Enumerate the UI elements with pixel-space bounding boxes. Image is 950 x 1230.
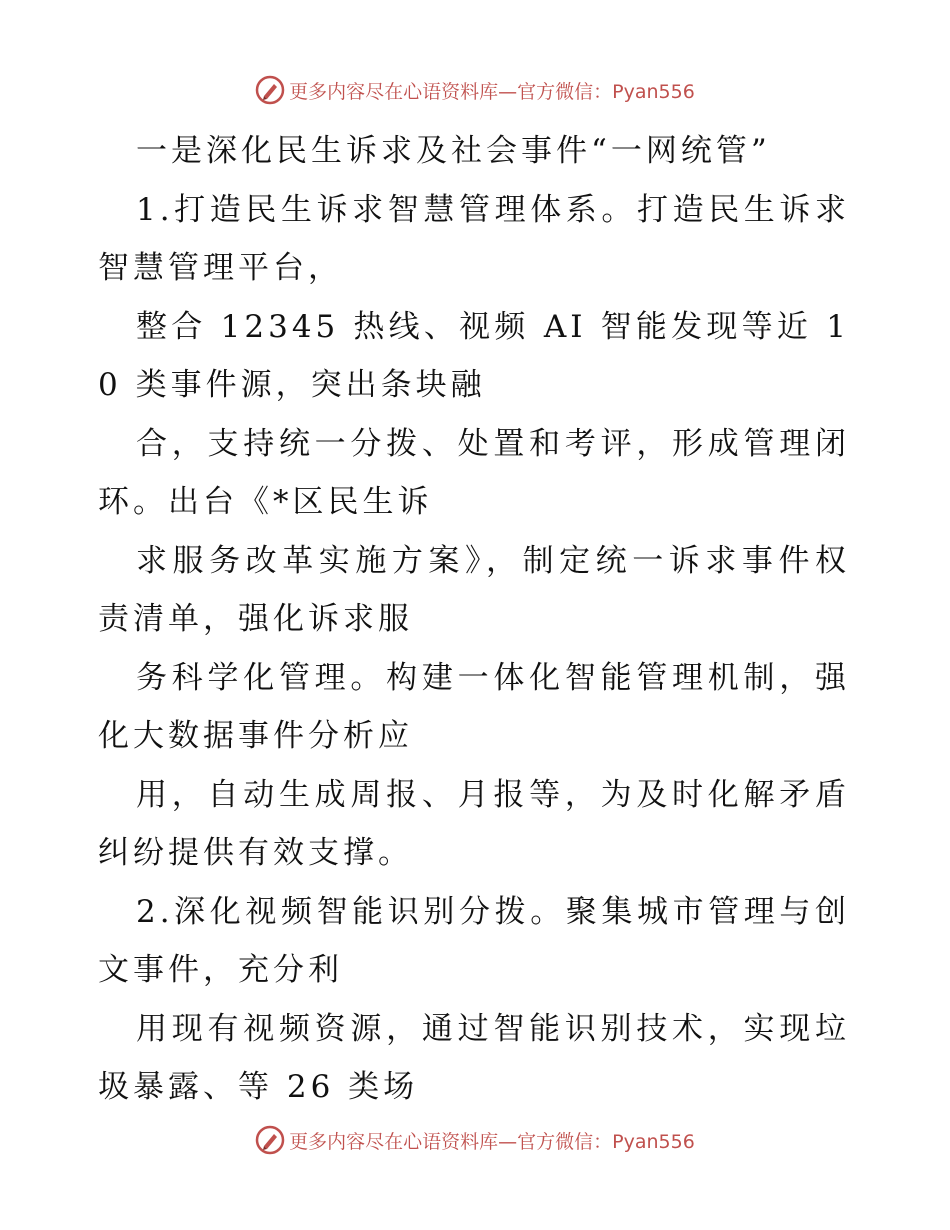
paragraph: 一是深化民生诉求及社会事件“一网统管” — [136, 133, 771, 169]
header-watermark-banner — [0, 70, 950, 110]
document-body — [98, 122, 850, 1117]
paragraph: 2.深化视频智能识别分拨。聚集城市管理与创文事件，充分利 — [98, 893, 850, 988]
paragraph: 1.打造民生诉求智慧管理体系。打造民生诉求智慧管理平台， — [98, 191, 850, 286]
paragraph: 务科学化管理。构建一体化智能管理机制，强化大数据事件分析应 — [98, 659, 850, 754]
pen-logo-icon — [255, 75, 285, 105]
pen-logo-icon — [255, 1125, 285, 1155]
paragraph: 用，自动生成周报、月报等，为及时化解矛盾纠纷提供有效支撑。 — [98, 776, 850, 871]
paragraph: 整合 12345 热线、视频 AI 智能发现等近 10 类事件源，突出条块融 — [98, 308, 850, 403]
paragraph: 用现有视频资源，通过智能识别技术，实现垃圾暴露、等 26 类场 — [98, 1010, 850, 1105]
paragraph: 合，支持统一分拨、处置和考评，形成管理闭环。出台《*区民生诉 — [98, 425, 850, 520]
footer-watermark-text: 更多内容尽在心语资料库—官方微信：Pyan556 — [289, 1130, 695, 1153]
footer-watermark-banner — [0, 1120, 950, 1160]
header-watermark-text: 更多内容尽在心语资料库—官方微信：Pyan556 — [289, 80, 695, 103]
paragraph: 求服务改革实施方案》，制定统一诉求事件权责清单，强化诉求服 — [98, 542, 850, 637]
